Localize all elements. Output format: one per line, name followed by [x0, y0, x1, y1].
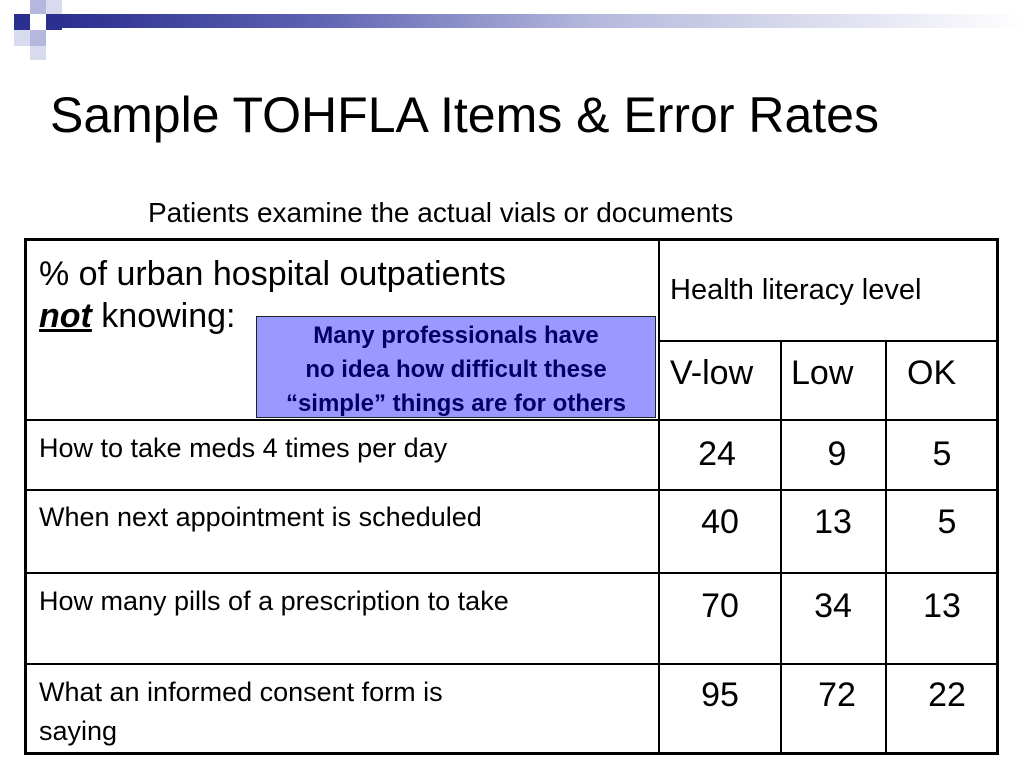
table-cell: 9	[827, 435, 847, 473]
table-cell: 40	[701, 503, 739, 541]
corner-decoration	[0, 0, 80, 60]
table-cell: 72	[818, 676, 856, 714]
table-cell: 5	[932, 435, 952, 473]
callout-line-2: no idea how difficult these	[305, 356, 607, 383]
table-cell: 13	[814, 503, 852, 541]
callout-box	[256, 316, 656, 418]
row-label: When next appointment is scheduled	[39, 502, 482, 532]
table-cell: 13	[923, 587, 961, 625]
table-cell: 95	[701, 676, 739, 714]
header-rest: knowing:	[91, 297, 236, 335]
table-cell: 22	[928, 676, 966, 714]
row-label-line-2: saying	[39, 716, 118, 746]
column-header-low: Low	[791, 354, 854, 392]
callout-line-1: Many professionals have	[313, 322, 599, 349]
row-label: How many pills of a prescription to take	[39, 586, 509, 616]
slide-subtitle: Patients examine the actual vials or documents	[148, 197, 734, 228]
header-emphasis: not	[39, 297, 92, 335]
table-cell: 34	[814, 587, 852, 625]
group-header: Health literacy level	[670, 274, 922, 306]
column-header-ok: OK	[907, 354, 957, 392]
header-line-1: % of urban hospital outpatients	[39, 255, 506, 293]
callout-line-3: “simple” things are for others	[285, 390, 627, 417]
slide-title: Sample TOHFLA Items & Error Rates	[50, 87, 879, 143]
column-header-vlow: V-low	[670, 354, 754, 392]
row-label	[39, 673, 443, 751]
table-cell: 70	[701, 587, 739, 625]
row-label-line-1: What an informed consent form is	[39, 677, 443, 707]
header-accent-bar	[62, 14, 1024, 28]
table-cell: 24	[698, 435, 736, 473]
row-label: How to take meds 4 times per day	[39, 433, 448, 463]
table-cell: 5	[937, 503, 957, 541]
